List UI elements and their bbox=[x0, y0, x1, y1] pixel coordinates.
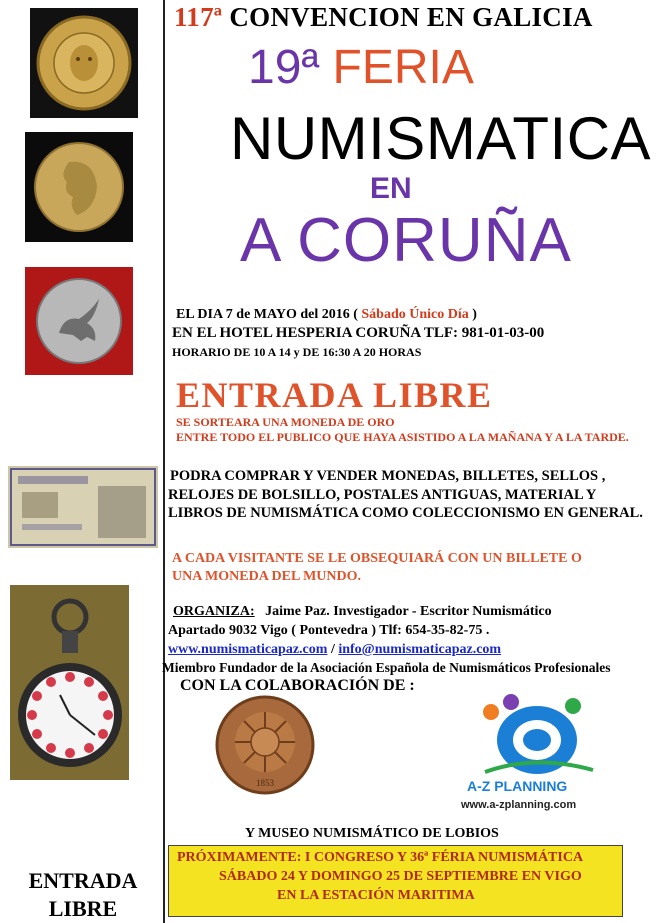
announcement-line-1: PRÓXIMAMENTE: I CONGRESO Y 36ª FÉRIA NUMISMÁTICA bbox=[177, 850, 584, 865]
en-title: EN bbox=[370, 172, 412, 205]
az-planning-logo bbox=[455, 692, 615, 817]
feria-word: FERIA bbox=[332, 41, 474, 94]
member-line: Miembro Fundador de la Asociación Española de Numismáticos Profesionales bbox=[162, 660, 611, 675]
gift-line-2: UNA MONEDA DEL MUNDO. bbox=[172, 569, 362, 584]
silver-pegasus-coin-image bbox=[25, 267, 133, 375]
contact-separator: / bbox=[327, 642, 339, 657]
description-line-2: RELOJES DE BOLSILLO, POSTALES ANTIGUAS, MATERIAL Y bbox=[168, 487, 597, 503]
organizer-line bbox=[173, 604, 552, 620]
hotel-info: EN EL HOTEL HESPERIA CORUÑA TLF: 981-01-03-00 bbox=[172, 325, 545, 341]
collaboration-line: CON LA COLABORACIÓN DE : bbox=[180, 677, 415, 694]
organizer-address: Apartado 9032 Vigo ( Pontevedra ) Tlf: 654-35-82-75 . bbox=[168, 623, 490, 638]
email-link[interactable]: info@numismaticapaz.com bbox=[338, 642, 502, 657]
convention-title bbox=[174, 2, 593, 33]
gold-coin-image bbox=[30, 8, 138, 118]
pocket-watch-image bbox=[10, 585, 129, 780]
schedule-info: HORARIO DE 10 A 14 y DE 16:30 A 20 HORAS bbox=[172, 345, 422, 359]
footer-entrada-line-2: LIBRE bbox=[48, 896, 118, 921]
raffle-line-1: SE SORTEARA UNA MONEDA DE ORO bbox=[176, 415, 395, 429]
feria-title bbox=[248, 40, 474, 95]
organizer-label: ORGANIZA: bbox=[173, 604, 255, 619]
announcement-line-3: EN LA ESTACIÓN MARITIMA bbox=[277, 888, 475, 903]
convention-number: 117ª bbox=[174, 2, 223, 32]
event-date bbox=[176, 307, 477, 323]
entrada-libre-heading: ENTRADA LIBRE bbox=[176, 375, 493, 415]
gift-line-1: A CADA VISITANTE SE LE OBSEQUIARÁ CON UN BILLETE O bbox=[172, 551, 582, 566]
footer-entrada-line-1: ENTRADA bbox=[28, 868, 138, 893]
description-line-3: LIBROS DE NUMISMÁTICA COMO COLECCIONISMO EN GENERAL. bbox=[168, 505, 643, 521]
copper-medal-image bbox=[215, 690, 315, 800]
raffle-line-2: ENTRE TODO EL PUBLICO QUE HAYA ASISTIDO A LA MAÑANA Y A LA TARDE. bbox=[176, 430, 629, 444]
vertical-divider bbox=[163, 0, 165, 923]
footer-entrada-libre bbox=[18, 867, 148, 923]
date-suffix: ) bbox=[472, 307, 477, 322]
az-planning-name: A-Z PLANNING bbox=[467, 778, 568, 794]
announcement-box bbox=[168, 845, 623, 917]
gold-profile-coin-image bbox=[25, 132, 133, 242]
description-line-1: PODRA COMPRAR Y VENDER MONEDAS, BILLETES, SELLOS , bbox=[170, 468, 606, 484]
city-title: A CORUÑA bbox=[240, 206, 572, 275]
medal-year: 1853 bbox=[256, 778, 274, 788]
museum-line: Y MUSEO NUMISMÁTICO DE LOBIOS bbox=[245, 826, 499, 841]
website-link[interactable]: www.numismaticapaz.com bbox=[168, 642, 328, 657]
az-planning-url: www.a-zplanning.com bbox=[461, 799, 577, 811]
convention-text: CONVENCION EN GALICIA bbox=[229, 2, 593, 32]
banknote-image bbox=[8, 466, 158, 548]
date-prefix: EL DIA 7 de MAYO del 2016 ( bbox=[176, 307, 358, 322]
numismatica-title: NUMISMATICA bbox=[230, 105, 652, 172]
organizer-name: Jaime Paz. Investigador - Escritor Numismático bbox=[265, 604, 552, 619]
organizer-contacts bbox=[168, 642, 501, 658]
date-highlight: Sábado Único Día bbox=[361, 307, 469, 322]
feria-number: 19ª bbox=[248, 41, 320, 94]
announcement-line-2: SÁBADO 24 Y DOMINGO 25 DE SEPTIEMBRE EN VIGO bbox=[219, 869, 582, 884]
